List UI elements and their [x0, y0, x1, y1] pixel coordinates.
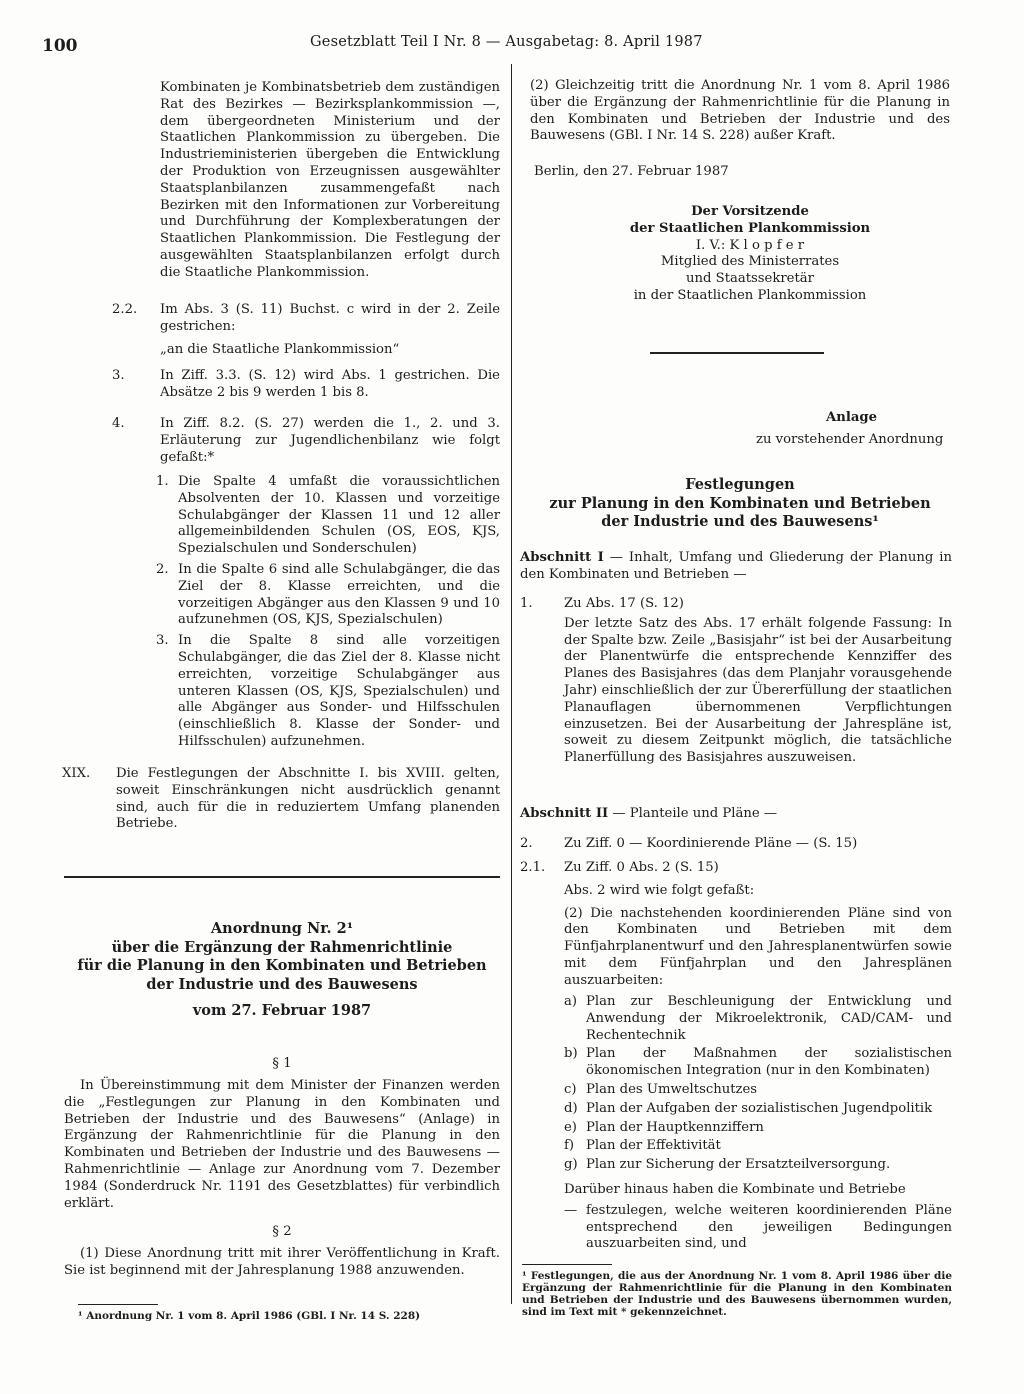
list-item: a) Plan zur Beschleunigung der Entwicklung und Anwendung der Mikroelektronik, CAD/CAM- und Rechentechnik — [564, 994, 952, 1043]
coordinating-plans-list — [564, 994, 952, 1257]
list-item: e) Plan der Hauptkennziffern — [564, 1119, 764, 1135]
signature-divider — [650, 352, 824, 354]
right-item-2: 2. Zu Ziff. 0 — Koordinierende Pläne — (S. 15) — [520, 836, 858, 851]
item-xix: XIX. Die Festlegungen der Abschnitte I. bis XVIII. gelten, soweit Einschränkungen nicht ausdrücklich genannt sind, auch für die in reduziertem Umfang planenden Betriebe. — [62, 766, 500, 832]
footnote-rule — [522, 1264, 612, 1265]
abschnitt-1-heading: Abschnitt I — Inhalt, Umfang und Gliederung der Planung in den Kombinaten und Betrieben — — [520, 550, 952, 582]
list-item: f) Plan der Effektivität — [564, 1138, 721, 1154]
list-item: — festzulegen, welche weiteren koordinierenden Pläne entsprechend den jeweiligen Bedingungen auszuarbeiten sind, und — [564, 1202, 952, 1252]
list-item: b) Plan der Maßnahmen der sozialistischen ökonomischen Integration (nur in den Kombinaten) — [564, 1046, 952, 1079]
section-1-heading: § 1 — [272, 1056, 292, 1071]
section-2-text: (1) Diese Anordnung tritt mit ihrer Veröffentlichung in Kraft. Sie ist beginnend mit der Jahresplanung 1988 anzuwenden. — [64, 1246, 500, 1278]
anlage-label: Anlage — [826, 410, 877, 425]
item-4: 4. In Ziff. 8.2. (S. 27) werden die 1., 2. und 3. Erläuterung zur Jugendlichenbilanz wie folgt gefaßt:* — [112, 416, 500, 465]
section-divider — [64, 876, 500, 878]
list-item: c) Plan des Umweltschutzes — [564, 1081, 758, 1097]
left-intro: Kombinaten je Kombinatsbetrieb dem zuständigen Rat des Bezirkes — Bezirksplankommission —, dem übergeordneten Ministerium und der Staatlichen Plankommission zu übergeben. Die Industrieministerien übergeben die Entwicklung der Produktion von Erzeugnissen ausgewählter Staatsplanbilanzen zusammengefaßt nach Bezirken mit den Informationen zur Vorbereitung und Durchführung der Komplexberatungen der Staatlichen Plankommission. Die Festlegung der ausgewählten Staatsplanbilanzen erfolgt durch die Staatliche Plankommission. — [160, 80, 500, 280]
section-2-heading: § 2 — [272, 1224, 292, 1239]
right-item-1: 1. Zu Abs. 17 (S. 12) Der letzte Satz des Abs. 17 erhält folgende Fassung: In der Spalte bzw. Zeile „Basisjahr“ ist bei der Ausarbeitung der Planentwürfe die entsprechende Kennziffer des Planes des Basisjahres (das dem Planjahr vorausgehende Jahr) einschließlich der zur Übererfüllung der staatlichen Planauflagen übernommenen Verpflichtungen einzusetzen. Bei der Ausarbeitung der Jahrespläne ist, soweit zu diesem Zeitpunkt möglich, die tatsächliche Planerfüllung des Basisjahres auszuweisen. — [520, 596, 952, 766]
right-item-2-1: 2.1. Zu Ziff. 0 Abs. 2 (S. 15) Abs. 2 wird wie folgt gefaßt: (2) Die nachstehenden koordinierenden Pläne sind von den Kombinaten und Betrieben mit dem Fünfjahrplanentwurf und den Jahresplanentwürfen sowie mit dem Fünfjahrplan und den Jahresplänen auszuarbeiten: — [520, 860, 952, 988]
left-footnote: ¹ Anordnung Nr. 1 vom 8. April 1986 (GBl. I Nr. 14 S. 228) — [78, 1310, 421, 1322]
item-3: 3. In Ziff. 3.3. (S. 12) wird Abs. 1 gestrichen. Die Absätze 2 bis 9 werden 1 bis 8. — [112, 368, 500, 400]
list-item: 3. In die Spalte 8 sind alle vorzeitigen Schulabgänger, die das Ziel der 8. Klasse nicht erreichten, vorzeitige Schulabgänger aus unteren Klassen (OS, KJS, Spezialschulen) und alle Abgänger aus Sonder- und Hilfsschulen (einschließlich 8. Klasse der Sonder- und Hilfsschulen) aufzunehmen. — [156, 633, 500, 749]
right-paragraph-2: (2) Gleichzeitig tritt die Anordnung Nr. 1 vom 8. April 1986 über die Ergänzung der Rahmenrichtlinie für die Planung in den Kombinaten und Betrieben der Industrie und des Bauwesens (GBl. I Nr. 14 S. 228) außer Kraft. — [530, 78, 950, 144]
abschnitt-2-heading: Abschnitt II — Planteile und Pläne — — [520, 806, 778, 821]
festlegungen-title: Festlegungen zur Planung in den Kombinaten und Betrieben der Industrie und des Bauwesens¹ — [549, 476, 931, 530]
place-date: Berlin, den 27. Februar 1987 — [534, 164, 729, 179]
anlage-subtitle: zu vorstehender Anordnung — [756, 432, 944, 447]
list-item: d) Plan der Aufgaben der sozialistischen Jugendpolitik — [564, 1100, 933, 1116]
section-1-text: In Übereinstimmung mit dem Minister der Finanzen werden die „Festlegungen zur Planung in den Kombinaten und Betrieben der Industrie und des Bauwesens“ (Anlage) in Ergänzung der Rahmenrichtlinie für die Planung in den Kombinaten und Betrieben der Industrie und des Bauwesens — Rahmenrichtlinie — Anlage zur Anordnung vom 7. Dezember 1984 (Sonderdruck Nr. 1191 des Gesetzblattes) für verbindlich erklärt. — [64, 1078, 500, 1211]
list-item: 2. In die Spalte 6 sind alle Schulabgänger, die das Ziel der 8. Klasse erreichten, und die vorzeitigen Abgänger aus den Klassen 9 und 10 aufzunehmen (OS, KJS, Spezialschulen) — [156, 561, 500, 628]
footnote-rule — [78, 1304, 158, 1305]
item-2-2: 2.2. Im Abs. 3 (S. 11) Buchst. c wird in der 2. Zeile gestrichen: „an die Staatliche Plankommission“ — [112, 302, 500, 357]
ordinance-title: Anordnung Nr. 2¹ über die Ergänzung der Rahmenrichtlinie für die Planung in den Kombinaten und Betrieben der Industrie und des Bauwesens vom 27. Februar 1987 — [77, 920, 487, 1019]
right-footnote: ¹ Festlegungen, die aus der Anordnung Nr. 1 vom 8. April 1986 über die Ergänzung der Rahmenrichtlinie für die Planung in den Kombinaten und Betrieben der Industrie und des Bauwesens übernommen wurden, sind im Text mit * gekennzeichnet. — [522, 1270, 952, 1318]
page-header: Gesetzblatt Teil I Nr. 8 — Ausgabetag: 8. April 1987 — [310, 34, 703, 50]
page-number: 100 — [42, 36, 78, 56]
list-item: 1. Die Spalte 4 umfaßt die voraussichtlichen Absolventen der 10. Klassen und vorzeitige Schulabgänger der Klassen 11 und 12 aller allgemeinbildenden Schulen (OS, EOS, KJS, Spezialschulen und Sonderschulen) — [156, 474, 500, 557]
darueber-text: Darüber hinaus haben die Kombinate und Betriebe — [564, 1181, 906, 1197]
list-item: g) Plan zur Sicherung der Ersatzteilversorgung. — [564, 1157, 891, 1173]
item-4-sublist — [156, 474, 500, 755]
column-divider — [511, 64, 512, 1304]
signature-block: Der Vorsitzende der Staatlichen Plankommission I. V.: K l o p f e r Mitglied des Ministerrates und Staatssekretär in der Staatlichen Plankommission — [629, 204, 871, 303]
